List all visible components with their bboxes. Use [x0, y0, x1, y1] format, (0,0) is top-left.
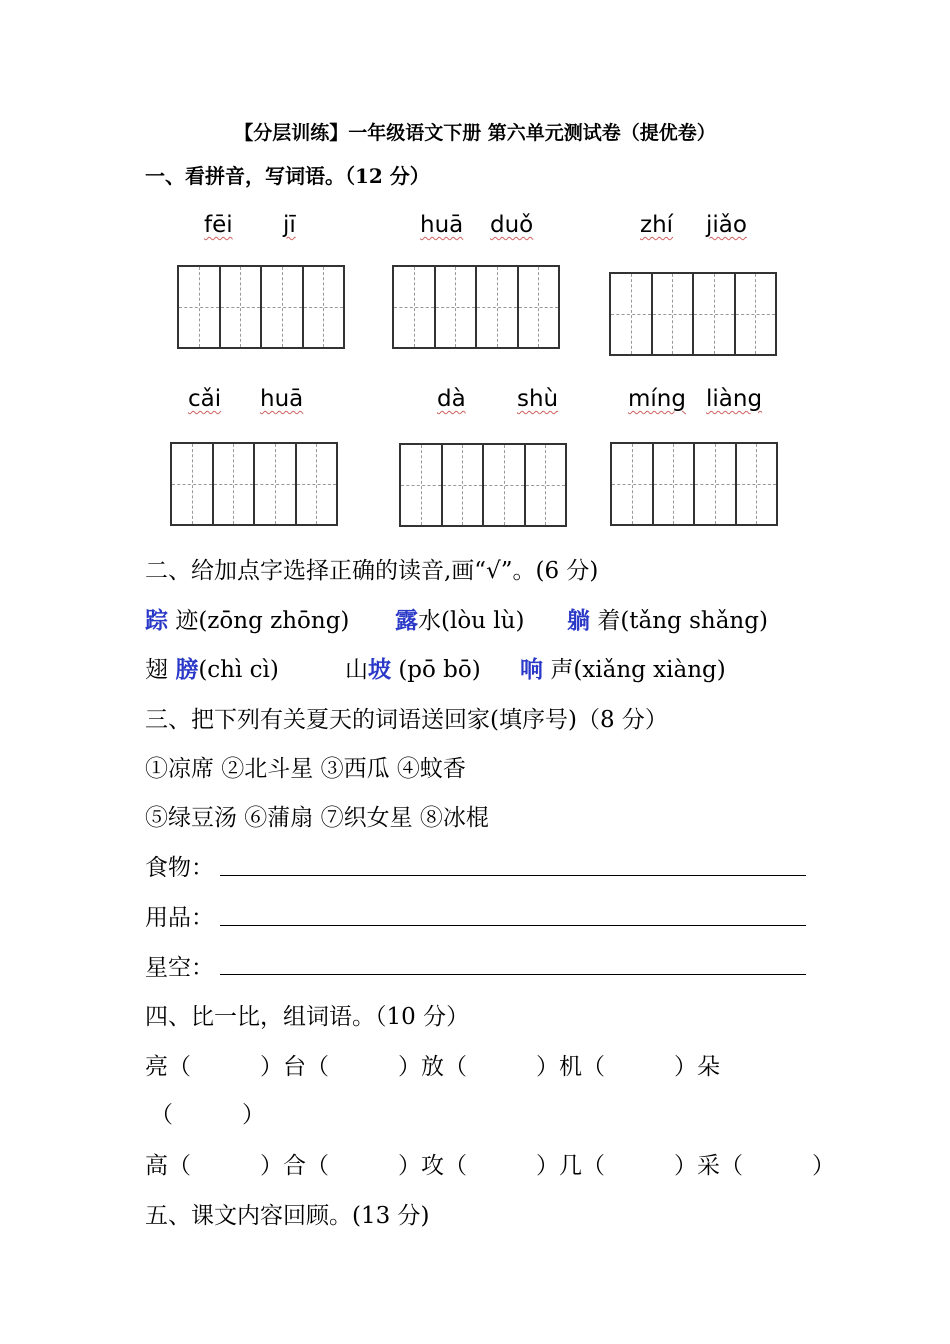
section1-heading: 一、看拼音，写词语。（12 分）	[145, 164, 430, 188]
writing-grid-3[interactable]	[609, 272, 777, 356]
pinyin-2b: duǒ	[490, 212, 534, 238]
compare-line-2[interactable]: （ ）	[150, 1102, 265, 1128]
writing-grid-6[interactable]	[610, 442, 778, 526]
category-food-answer-line[interactable]	[220, 875, 806, 876]
section3-heading: 三、把下列有关夏天的词语送回家(填序号)（8 分）	[145, 707, 668, 733]
reading-item-3[interactable]: 躺 着(tǎng shǎng)	[567, 608, 768, 634]
word-list-1: ①凉席 ②北斗星 ③西瓜 ④蚊香	[145, 756, 466, 782]
compare-line-1[interactable]: 亮（ ）台（ ）放（ ）机（ ）朵	[145, 1054, 720, 1080]
category-items-label: 用品：	[145, 905, 214, 931]
pinyin-3a: zhí	[640, 212, 674, 238]
pinyin-1b: jī	[283, 212, 296, 238]
pinyin-3b: jiǎo	[706, 212, 747, 238]
pinyin-5a: dà	[437, 386, 466, 412]
category-sky-label: 星空：	[145, 955, 214, 981]
section5-heading: 五、课文内容回顾。(13 分)	[145, 1203, 430, 1229]
pinyin-5b: shù	[517, 386, 559, 412]
dotted-char: 露	[395, 608, 418, 634]
category-sky-answer-line[interactable]	[220, 974, 806, 975]
writing-grid-5[interactable]	[399, 443, 567, 527]
dotted-char: 踪	[145, 608, 168, 634]
section4-heading: 四、比一比，组词语。（10 分）	[145, 1004, 470, 1030]
pinyin-6a: míng	[628, 386, 686, 412]
compare-line-3[interactable]: 高（ ）合（ ）攻（ ）几（ ）采（ ）	[145, 1153, 835, 1179]
pinyin-1a: fēi	[204, 212, 233, 238]
page-title: 【分层训练】一年级语文下册 第六单元测试卷（提优卷）	[234, 122, 716, 144]
pinyin-2a: huā	[420, 212, 464, 238]
reading-item-2[interactable]: 露水(lòu lù)	[395, 608, 525, 634]
reading-item-5[interactable]: 山坡 (pō bō)	[345, 657, 481, 683]
writing-grid-4[interactable]	[170, 442, 338, 526]
reading-item-1[interactable]: 踪 迹(zōng zhōng)	[145, 608, 350, 634]
dotted-char: 躺	[567, 608, 590, 634]
reading-item-6[interactable]: 响 声(xiǎng xiàng)	[520, 657, 726, 683]
pinyin-4a: cǎi	[188, 386, 222, 412]
reading-item-4[interactable]: 翅 膀(chì cì)	[145, 657, 279, 683]
pinyin-6b: liàng	[706, 386, 763, 412]
writing-grid-1[interactable]	[177, 265, 345, 349]
dotted-char: 膀	[175, 657, 199, 683]
category-food-label: 食物：	[145, 855, 214, 881]
dotted-char: 坡	[368, 657, 391, 683]
dotted-char: 响	[520, 657, 543, 683]
word-list-2: ⑤绿豆汤 ⑥蒲扇 ⑦织女星 ⑧冰棍	[145, 805, 489, 831]
category-items-answer-line[interactable]	[220, 925, 806, 926]
pinyin-4b: huā	[260, 386, 304, 412]
writing-grid-2[interactable]	[392, 265, 560, 349]
section2-heading: 二、给加点字选择正确的读音,画“√”。(6 分)	[145, 558, 599, 584]
